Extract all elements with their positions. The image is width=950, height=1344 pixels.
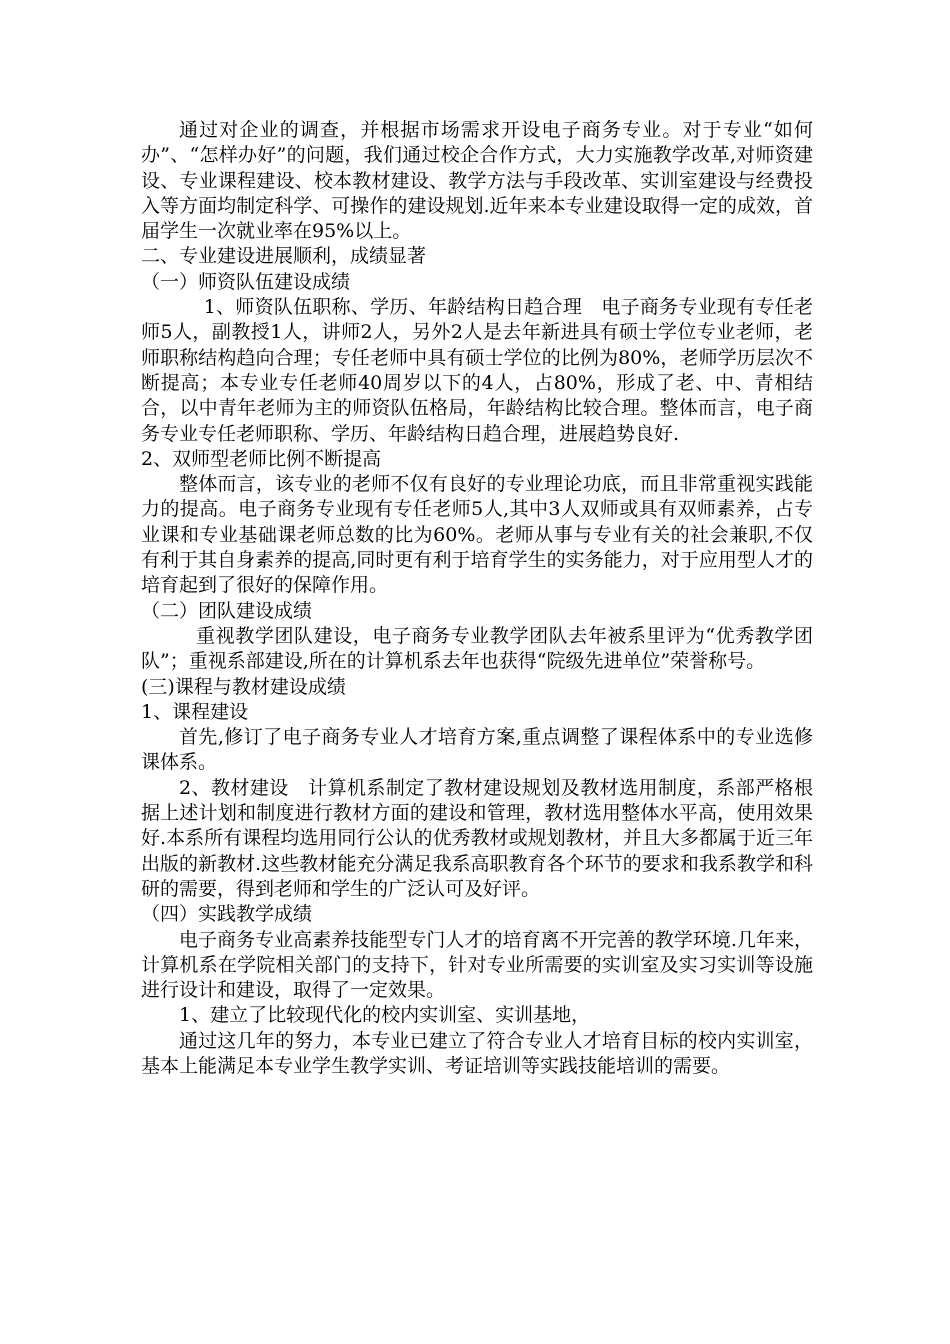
item-heading-dual-teachers: 2、双师型老师比例不断提高: [141, 447, 382, 470]
subsection-heading-curriculum: (三)课程与教材建设成绩: [141, 675, 346, 698]
section-heading-2: 二、专业建设进展顺利，成绩显著: [141, 245, 427, 268]
item-heading-training-base: 1、建立了比较现代化的校内实训室、实训基地，: [179, 1004, 591, 1027]
paragraph-training-base: 通过这几年的努力，本专业已建立了符合专业人才培育目标的校内实训室，基本上能满足本专业学生教学实训、考证培训等实践技能培训的需要。: [141, 1029, 813, 1077]
paragraph-textbook: 2、教材建设 计算机系制定了教材建设规划及教材选用制度，系部严格根据上述计划和制度进行教材方面的建设和管理，教材选用整体水平高，使用效果好.本系所有课程均选用同行公认的优秀教材或规划教材，并且大多都属于近三年出版的新教材.这些教材能充分满足我系高职教育各个环节的要求和我系教学和科研的需要，得到老师和学生的广泛认可及好评。: [141, 776, 813, 900]
subsection-heading-teachers: （一）师资队伍建设成绩: [141, 270, 351, 293]
paragraph-dual-teachers: 整体而言，该专业的老师不仅有良好的专业理论功底，而且非常重视实践能力的提高。电子商务专业现有专任老师5人,其中3人双师或具有双师素养，占专业课和专业基础课老师总数的比为60%。老师从事与专业有关的社会兼职,不仅有利于其自身素养的提高,同时更有利于培育学生的实务能力，对于应用型人才的培育起到了很好的保障作用。: [141, 473, 813, 597]
item-heading-course: 1、课程建设: [141, 700, 249, 723]
paragraph-team: 重视教学团队建设，电子商务专业教学团队去年被系里评为“优秀教学团队”；重视系部建设,所在的计算机系去年也获得“院级先进单位”荣誉称号。: [141, 624, 813, 673]
paragraph-course: 首先,修订了电子商务专业人才培育方案,重点调整了课程体系中的专业选修课体系。: [141, 726, 813, 774]
subsection-heading-team: （二）团队建设成绩: [141, 599, 313, 622]
subsection-heading-practice: （四）实践教学成绩: [141, 903, 313, 926]
intro-paragraph: 通过对企业的调查，并根据市场需求开设电子商务专业。对于专业“如何办”、“怎样办好”的问题，我们通过校企合作方式，大力实施教学改革,对师资建设、专业课程建设、校本教材建设、教学方法与手段改革、实训室建设与经费投入等方面均制定科学、可操作的建设规划.近年来本专业建设取得一定的成效，首届学生一次就业率在95%以上。: [141, 119, 813, 243]
paragraph-teacher-structure: 1、师资队伍职称、学历、年龄结构日趋合理 电子商务专业现有专任老师5人，副教授1人，讲师2人，另外2人是去年新进具有硕士学位专业老师，老师职称结构趋向合理；专任老师中具有硕士学位的比例为80%，老师学历层次不断提高；本专业专任老师40周岁以下的4人，占80%，形成了老、中、青相结合，以中青年老师为主的师资队伍格局，年龄结构比较合理。整体而言，电子商务专业专任老师职称、学历、年龄结构日趋合理，进展趋势良好.: [141, 296, 813, 445]
document-body: [141, 118, 813, 1079]
paragraph-practice: 电子商务专业高素养技能型专门人才的培育离不开完善的教学环境.几年来，计算机系在学院相关部门的支持下，针对专业所需要的实训室及实习实训等设施进行设计和建设，取得了一定效果。: [141, 928, 813, 1002]
